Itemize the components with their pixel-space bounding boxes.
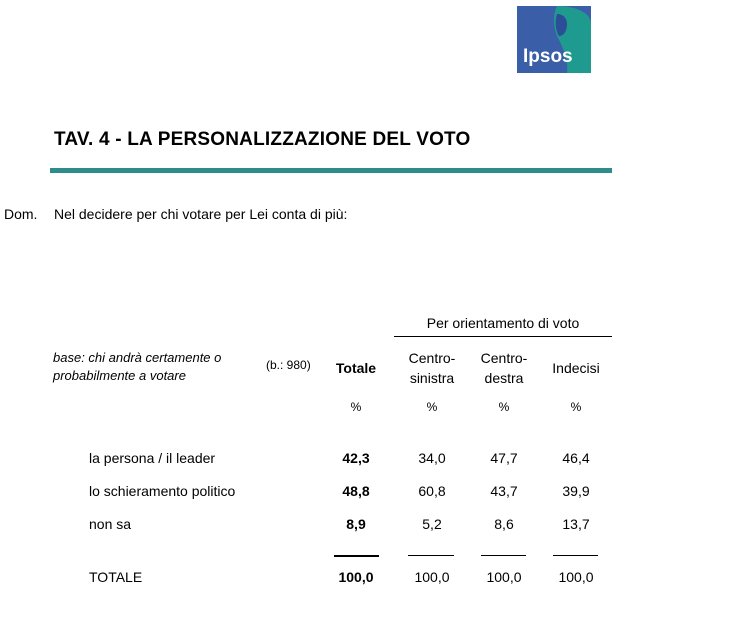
column-header-line1: Centro- xyxy=(408,350,456,366)
row-label: la persona / il leader xyxy=(89,450,216,466)
row-label: lo schieramento politico xyxy=(89,483,236,499)
unit-indecisi: % xyxy=(570,400,582,414)
column-header-line2: destra xyxy=(484,370,524,386)
unit-centrosinistra: % xyxy=(426,400,438,414)
table-cell: 42,3 xyxy=(342,450,370,466)
sum-line-centrodestra xyxy=(481,555,526,556)
unit-centrodestra: % xyxy=(498,400,510,414)
column-header-line1: Totale xyxy=(335,360,377,376)
total-cell: 100,0 xyxy=(414,569,450,585)
table-cell: 34,0 xyxy=(418,450,446,466)
ipsos-logo xyxy=(517,6,591,73)
row-label: non sa xyxy=(89,516,132,532)
sample-size: (b.: 980) xyxy=(266,358,311,372)
column-header-line1: Indecisi xyxy=(552,360,600,376)
title-rule xyxy=(50,168,612,173)
base-label: base: chi andrà certamente o probabilmente a votare xyxy=(53,350,222,383)
table-cell: 46,4 xyxy=(562,450,590,466)
column-header-centrosinistra xyxy=(396,348,468,388)
total-cell: 100,0 xyxy=(558,569,594,585)
page-title: TAV. 4 - LA PERSONALIZZAZIONE DEL VOTO xyxy=(54,129,471,150)
table-cell: 39,9 xyxy=(562,483,590,499)
question-prefix: Dom. xyxy=(4,206,38,222)
column-header-indecisi xyxy=(540,358,612,378)
column-header-centrodestra xyxy=(468,348,540,388)
group-header: Per orientamento di voto xyxy=(426,315,580,331)
column-header-line1: Centro- xyxy=(480,350,528,366)
table-cell: 8,9 xyxy=(346,516,366,532)
table-cell: 13,7 xyxy=(562,516,590,532)
column-header-totale xyxy=(325,358,387,378)
total-row-label: TOTALE xyxy=(89,569,143,585)
sum-line-totale xyxy=(334,555,379,557)
sum-line-indecisi xyxy=(553,555,598,556)
column-header-line2: sinistra xyxy=(409,370,455,386)
total-cell: 100,0 xyxy=(486,569,522,585)
table-cell: 5,2 xyxy=(422,516,442,532)
group-header-underline xyxy=(394,336,612,337)
question-text: Nel decidere per chi votare per Lei conta di più: xyxy=(54,206,348,222)
logo-text: Ipsos xyxy=(523,46,573,67)
table-cell: 43,7 xyxy=(490,483,518,499)
sum-line-centrosinistra xyxy=(408,555,454,556)
total-cell: 100,0 xyxy=(338,569,374,585)
table-cell: 8,6 xyxy=(494,516,514,532)
table-cell: 48,8 xyxy=(342,483,370,499)
unit-totale: % xyxy=(350,400,362,414)
table-cell: 47,7 xyxy=(490,450,518,466)
table-cell: 60,8 xyxy=(418,483,446,499)
